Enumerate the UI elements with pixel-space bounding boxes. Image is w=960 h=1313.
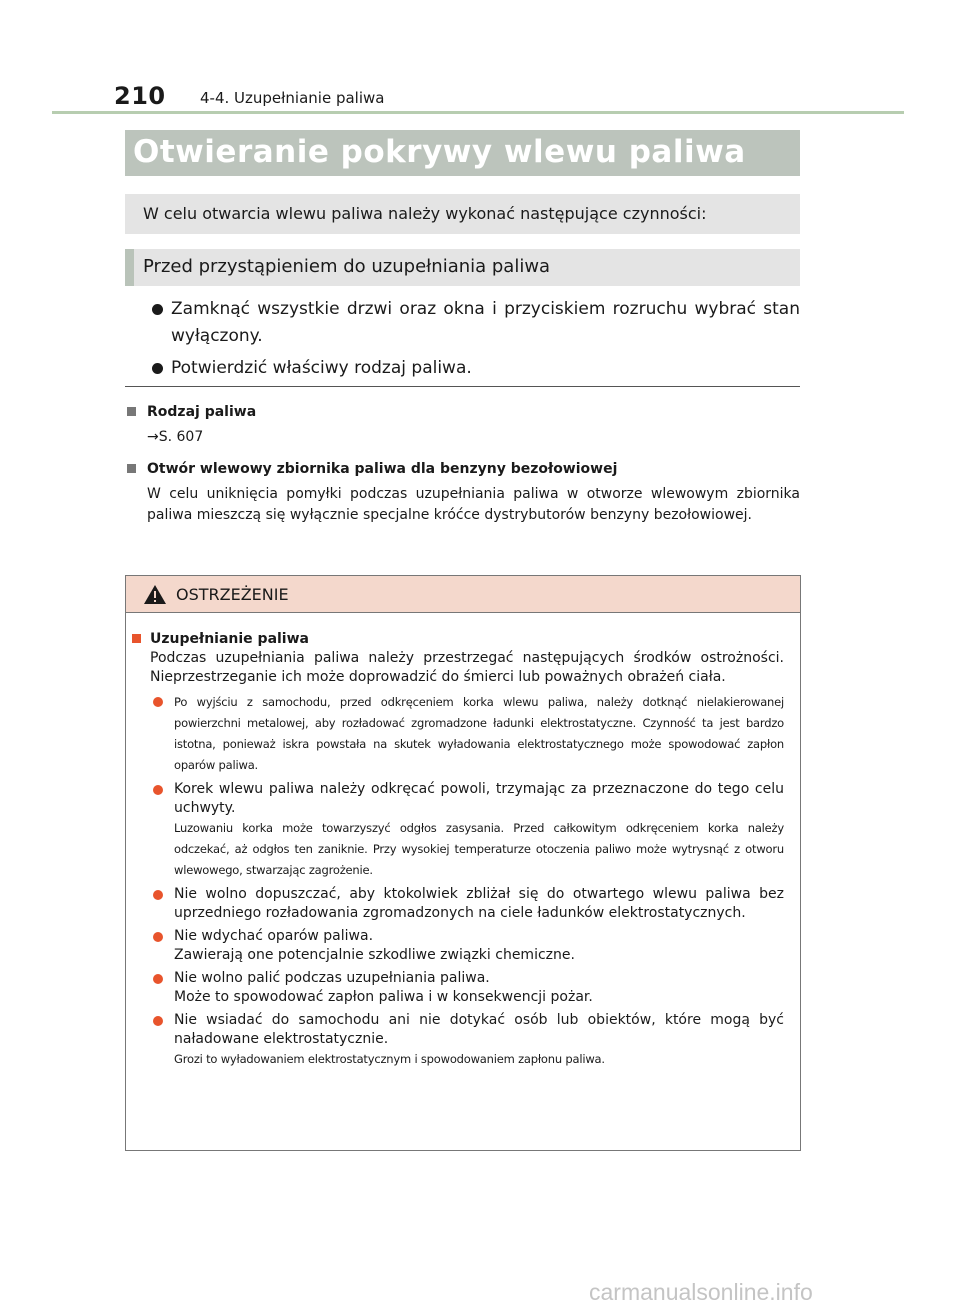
subheading: Przed przystąpieniem do uzupełniania paliwa (143, 256, 551, 277)
warning-item-note: Luzowaniu korka może towarzyszyć odgłos zasysania. Przed całkowitym odkręceniem korka należy odczekać, aż odgłos ten zaniknie. Przy wysokiej temperaturze otoczenia paliwo może wytrysnąć z otworu wlewowego, stwarzając zagrożenie. (174, 821, 784, 877)
square-bullet-icon (127, 407, 136, 416)
note-heading (125, 402, 800, 422)
bullet-text: Zamknąć wszystkie drzwi oraz okna i przyciskiem rozruchu wybrać stan wyłączony. (171, 299, 800, 346)
warning-item-text: Korek wlewu paliwa należy odkręcać powoli, trzymając za przeznaczone do tego celu uchwyty. (174, 781, 784, 816)
bullet-list (152, 296, 800, 387)
warning-box (125, 575, 801, 1151)
warning-item-note: Zawierają one potencjalnie szkodliwe związki chemiczne. (174, 947, 575, 963)
warning-heading-text: Uzupełnianie paliwa (150, 631, 309, 647)
warning-item-note: Może to spowodować zapłon paliwa i w konsekwencji pożar. (174, 989, 593, 1005)
bullet-icon (152, 363, 163, 374)
note-heading (125, 459, 800, 479)
warning-item-text: Po wyjściu z samochodu, przed odkręceniem korka wlewu paliwa, należy dotknąć nielakierowanej powierzchni metalowej, aby rozładować zgromadzone ładunki elektrostatyczne. Czynność ta jest bardzo istotna, ponieważ iskra powstała na skutek wyładowania elektrostatycznego może spowodować zapłon oparów paliwa. (174, 695, 784, 772)
page-header (114, 80, 914, 110)
warning-item-note: Grozi to wyładowaniem elektrostatycznym i spowodowaniem zapłonu paliwa. (174, 1052, 605, 1066)
warning-heading (132, 629, 784, 649)
bullet-text: Potwierdzić właściwy rodzaj paliwa. (171, 358, 472, 378)
note-text: W celu uniknięcia pomyłki podczas uzupełniania paliwa w otworze wlewowym zbiornika paliwa mieszczą się wyłącznie specjalne króćce dystrybutorów benzyny bezołowiowej. (147, 486, 800, 523)
watermark: carmanualsonline.info (589, 1279, 813, 1305)
warning-intro: Podczas uzupełniania paliwa należy przestrzegać następujących środków ostrożności. Nieprzestrzeganie ich może doprowadzić do śmierci lub poważnych obrażeń ciała. (150, 650, 784, 685)
page-title: Otwieranie pokrywy wlewu paliwa (133, 134, 746, 170)
list-item (152, 355, 800, 382)
square-bullet-icon (127, 464, 136, 473)
bullet-icon (153, 890, 163, 900)
bullet-icon (153, 932, 163, 942)
warning-item (132, 885, 784, 923)
page-number: 210 (114, 82, 166, 110)
bullet-icon (153, 785, 163, 795)
warning-item-text: Nie wdychać oparów paliwa. (174, 928, 374, 944)
section-divider (125, 386, 800, 387)
note-heading-text: Otwór wlewowy zbiornika paliwa dla benzyny bezołowiowej (147, 461, 618, 477)
title-bar (125, 130, 800, 176)
note-heading-text: Rodzaj paliwa (147, 404, 257, 420)
bullet-icon (152, 304, 163, 315)
warning-content (132, 629, 784, 1070)
bullet-icon (153, 697, 163, 707)
bullet-icon (153, 974, 163, 984)
square-bullet-icon (132, 634, 141, 643)
list-item (152, 296, 800, 350)
warning-item-text: Nie wsiadać do samochodu ani nie dotykać osób lub obiektów, które mogą być naładowane elektrostatycznie. (174, 1012, 784, 1047)
warning-item-text: Nie wolno dopuszczać, aby ktokolwiek zbliżał się do otwartego wlewu paliwa bez uprzedniego rozładowania zgromadzonych na ciele ładunków elektrostatycznych. (174, 886, 784, 921)
subheading-accent (125, 249, 134, 286)
header-divider (52, 111, 904, 114)
warning-item (132, 1011, 784, 1070)
warning-item (132, 927, 784, 965)
warning-label: OSTRZEŻENIE (176, 585, 289, 604)
page-reference[interactable]: →S. 607 (147, 429, 204, 445)
intro-box (125, 194, 800, 234)
notes-section (125, 402, 800, 526)
section-label: 4-4. Uzupełnianie paliwa (200, 89, 385, 107)
warning-item (132, 692, 784, 776)
intro-text: W celu otwarcia wlewu paliwa należy wykonać następujące czynności: (143, 204, 707, 223)
warning-header (126, 576, 800, 613)
warning-item (132, 969, 784, 1007)
warning-item (132, 780, 784, 881)
bullet-icon (153, 1016, 163, 1026)
warning-icon (143, 584, 167, 605)
subheading-bar (125, 249, 800, 286)
warning-item-text: Nie wolno palić podczas uzupełniania paliwa. (174, 970, 490, 986)
